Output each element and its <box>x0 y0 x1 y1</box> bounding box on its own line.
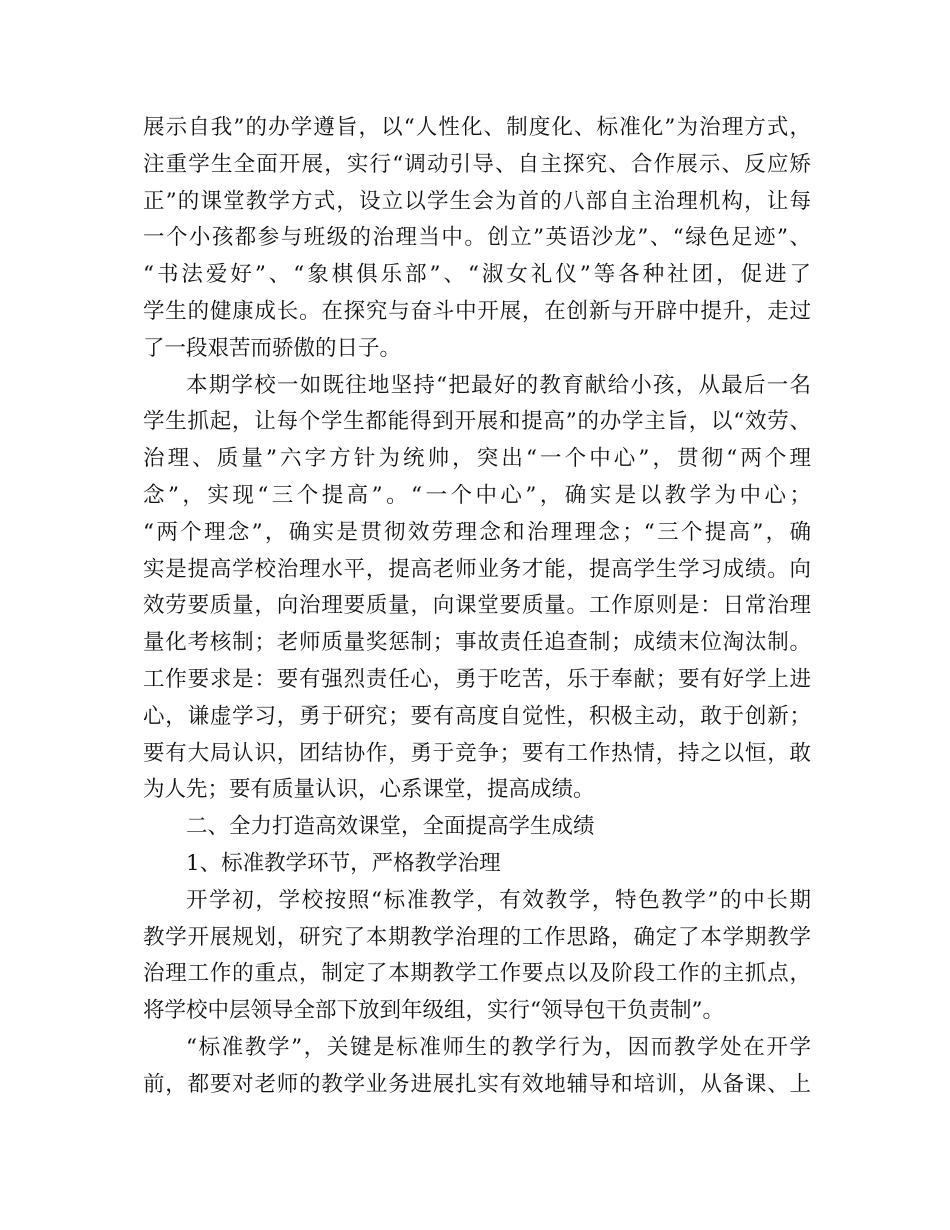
text-line: “两个理念”，确实是贯彻效劳理念和治理理念；“三个提高”，确 <box>143 519 811 545</box>
text-line: 注重学生全面开展，实行“调动引导、自主探究、合作展示、反应矫 <box>143 151 811 177</box>
text-line: “书法爱好”、“象棋俱乐部”、“淑女礼仪”等各种社团，促进了 <box>143 262 811 288</box>
text-line: 治理工作的重点，制定了本期教学工作要点以及阶段工作的主抓点， <box>143 961 811 987</box>
text-line: 要有大局认识，团结协作，勇于竞争；要有工作热情，持之以恒，敢 <box>143 740 811 766</box>
text-line: 治理、质量”六字方针为统帅，突出“一个中心”，贯彻“两个理 <box>143 446 811 472</box>
text-line: 开学初，学校按照“标准教学，有效教学，特色教学”的中长期 <box>186 887 811 913</box>
text-line: 量化考核制；老师质量奖惩制；事故责任追查制；成绩末位淘汰制。 <box>143 630 811 656</box>
text-line: 念”，实现“三个提高”。“一个中心”，确实是以教学为中心； <box>143 482 811 508</box>
document-body <box>143 110 811 1104</box>
text-line: 将学校中层领导全部下放到年级组，实行“领导包干负责制”。 <box>143 998 724 1024</box>
text-line: 1、标准教学环节，严格教学治理 <box>186 850 501 876</box>
text-line: 学生的健康成长。在探究与奋斗中开展，在创新与开辟中提升，走过 <box>143 298 811 324</box>
text-line: 二、全力打造高效课堂，全面提高学生成绩 <box>186 814 595 840</box>
text-line: 正”的课堂教学方式，设立以学生会为首的八部自主治理机构，让每 <box>143 188 811 214</box>
text-line: 工作要求是：要有强烈责任心，勇于吃苦，乐于奉献；要有好学上进 <box>143 666 811 692</box>
text-line: 效劳要质量，向治理要质量，向课堂要质量。工作原则是：日常治理 <box>143 593 811 619</box>
text-line: 教学开展规划，研究了本期教学治理的工作思路，确定了本学期教学 <box>143 924 811 950</box>
text-line: 本期学校一如既往地坚持“把最好的教育献给小孩，从最后一名 <box>186 372 811 398</box>
text-line: 学生抓起，让每个学生都能得到开展和提高”的办学主旨，以“效劳、 <box>143 409 811 435</box>
text-line: 心，谦虚学习，勇于研究；要有高度自觉性，积极主动，敢于创新； <box>143 703 811 729</box>
text-line: 一个小孩都参与班级的治理当中。创立”英语沙龙”、“绿色足迹”、 <box>143 225 811 251</box>
text-line: 前，都要对老师的教学业务进展扎实有效地辅导和培训，从备课、上 <box>143 1071 811 1097</box>
text-line: 展示自我”的办学遵旨，以“人性化、制度化、标准化”为治理方式， <box>143 115 811 140</box>
text-line: 了一段艰苦而骄傲的日子。 <box>143 335 402 361</box>
text-line: 实是提高学校治理水平，提高老师业务才能，提高学生学习成绩。向 <box>143 556 811 582</box>
text-line: “标准教学”，关键是标准师生的教学行为，因而教学处在开学 <box>186 1034 811 1060</box>
text-line: 为人先；要有质量认识，心系课堂，提高成绩。 <box>143 777 595 803</box>
